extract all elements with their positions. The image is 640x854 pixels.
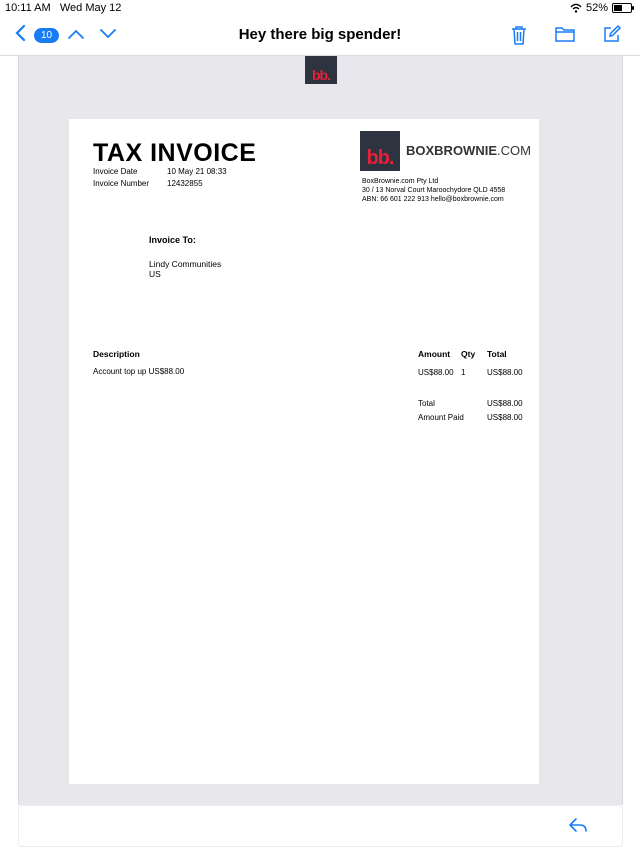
brand-logo-mark: bb. (360, 131, 400, 171)
item-qty: 1 (461, 368, 466, 377)
summary-paid-label: Amount Paid (418, 413, 464, 422)
header-qty: Qty (461, 349, 476, 359)
wifi-icon (570, 3, 582, 13)
header-total: Total (487, 349, 507, 359)
sender-logo: bb. (305, 56, 337, 84)
email-body (18, 56, 623, 805)
folder-icon[interactable] (554, 24, 576, 51)
trash-icon[interactable] (510, 24, 528, 51)
item-description: Account top up US$88.00 (93, 367, 185, 376)
message-subject: Hey there big spender! (238, 26, 402, 43)
company-details: BoxBrownie.com Pty Ltd 30 / 13 Norval Court Maroochydore QLD 4558 ABN: 66 601 222 913 hello@boxbrownie.com (362, 178, 506, 203)
invoice-number-row (93, 179, 203, 188)
battery-icon (612, 3, 632, 13)
summary-total-label: Total (418, 399, 435, 408)
client-address: Lindy Communities US (149, 259, 222, 279)
reply-toolbar (18, 805, 623, 847)
invoice-to-label: Invoice To: (149, 235, 196, 245)
header-description: Description (93, 349, 140, 359)
reply-icon[interactable] (568, 816, 588, 839)
status-time: 10:11 AM Wed May 12 (5, 2, 122, 14)
invoice-document (69, 119, 539, 784)
invoice-number-value: 12432855 (167, 179, 203, 188)
invoice-title: TAX INVOICE (93, 139, 257, 167)
invoice-number-label: Invoice Number (93, 179, 150, 188)
header-amount: Amount (418, 349, 451, 359)
item-amount: US$88.00 (418, 368, 454, 377)
invoice-date-label: Invoice Date (93, 167, 138, 176)
battery-percent: 52% (585, 2, 608, 14)
invoice-date-row (93, 167, 227, 176)
summary-paid-value: US$88.00 (487, 413, 523, 422)
compose-icon[interactable] (602, 24, 622, 51)
invoice-date-value: 10 May 21 08:33 (167, 167, 227, 176)
status-bar (0, 0, 640, 16)
item-total: US$88.00 (487, 368, 523, 377)
nav-right-group (510, 24, 622, 51)
message-count-badge[interactable]: 10 (34, 28, 59, 43)
mail-nav-bar (0, 16, 640, 56)
summary-total-value: US$88.00 (487, 399, 523, 408)
status-right (570, 2, 632, 14)
brand-name: BOXBROWNIE.COM (406, 143, 531, 158)
